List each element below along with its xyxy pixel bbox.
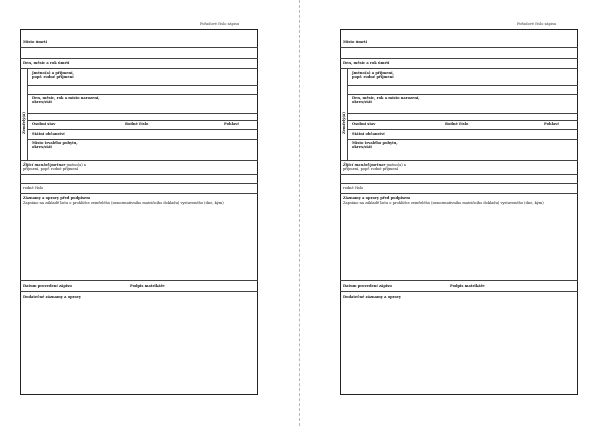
row-divider xyxy=(27,113,258,114)
residence-label-line2: okres/stát xyxy=(32,145,53,149)
residence-label: Místo trvalého pobytu, xyxy=(352,141,398,145)
row-divider xyxy=(347,94,578,95)
notes-text: Zapsáno na základě listu o prohlídce zemřelého (nenormativního matričního dokladu) vystaveného (dne, kým) xyxy=(343,201,544,205)
birth-date-place-label-line2: okres/stát xyxy=(32,100,53,104)
date-of-death-label: Den, měsíc a rok úmrtí xyxy=(343,61,390,65)
row-divider xyxy=(20,193,258,194)
page-divider xyxy=(299,0,300,426)
residence-label-line2: okres/stát xyxy=(352,145,373,149)
name-label: Jméno(a) a příjmení, xyxy=(352,71,394,75)
deceased-column-divider xyxy=(27,68,28,160)
sex-label: Pohlaví xyxy=(224,122,239,126)
row-divider xyxy=(20,291,258,292)
date-of-death-label: Den, měsíc a rok úmrtí xyxy=(23,61,70,65)
name-label-line2: popř. rodné příjmení xyxy=(352,75,394,79)
marital-status-label: Osobní stav xyxy=(32,122,56,126)
additional-notes-label: Dodatečné záznamy a opravy xyxy=(23,295,82,299)
row-divider xyxy=(20,58,258,59)
row-divider xyxy=(340,68,578,69)
birth-date-place-label-line2: okres/stát xyxy=(352,100,373,104)
spouse-label-line2: příjmení, popř. rodné příjmení xyxy=(343,167,398,171)
spouse-birth-number-label: rodné číslo xyxy=(23,186,44,190)
spouse-label-line2: příjmení, popř. rodné příjmení xyxy=(23,167,78,171)
spouse-label: Žijící manžel/partner jméno(a) a xyxy=(343,163,406,167)
citizenship-label: Státní občanství xyxy=(32,132,65,136)
spouse-label: Žijící manžel/partner jméno(a) a xyxy=(23,163,86,167)
row-divider xyxy=(20,183,258,184)
row-divider xyxy=(20,47,258,48)
registrar-signature-label: Podpis matrikáře xyxy=(450,284,485,288)
birth-date-place-label: Den, měsíc, rok a místo narození, xyxy=(352,96,420,100)
birth-number-label: Rodné číslo xyxy=(445,122,469,126)
row-divider xyxy=(340,183,578,184)
notes-title: Záznamy a opravy před podpisem xyxy=(23,196,91,200)
row-divider xyxy=(347,85,578,86)
deceased-vertical-label: Zemřelý(á) xyxy=(341,111,346,134)
deceased-column-divider xyxy=(347,68,348,160)
birth-number-label: Rodné číslo xyxy=(125,122,149,126)
spouse-birth-number-label: rodné číslo xyxy=(343,186,364,190)
row-divider xyxy=(347,129,578,130)
serial-number-label: Pořadové číslo zápisu xyxy=(517,22,557,26)
row-divider xyxy=(347,120,578,121)
row-divider xyxy=(340,174,578,175)
deceased-vertical-label: Zemřelý(á) xyxy=(21,111,26,134)
place-of-death-label: Místo úmrtí xyxy=(343,40,368,44)
entry-date-label: Datum provedení zápisu xyxy=(23,284,72,288)
row-divider xyxy=(20,280,258,281)
marital-status-label: Osobní stav xyxy=(352,122,376,126)
row-divider xyxy=(340,193,578,194)
row-divider xyxy=(340,291,578,292)
notes-text: Zapsáno na základě listu o prohlídce zemřelého (nenormativního matričního dokladu) vystaveného (dne, kým) xyxy=(23,201,224,205)
sex-label: Pohlaví xyxy=(544,122,559,126)
row-divider xyxy=(27,139,258,140)
row-divider xyxy=(20,160,258,161)
row-divider xyxy=(27,120,258,121)
additional-notes-label: Dodatečné záznamy a opravy xyxy=(343,295,402,299)
serial-number-label: Pořadové číslo zápisu xyxy=(200,22,240,26)
residence-label: Místo trvalého pobytu, xyxy=(32,141,78,145)
row-divider xyxy=(27,129,258,130)
entry-date-label: Datum provedení zápisu xyxy=(343,284,392,288)
row-divider xyxy=(347,139,578,140)
place-of-death-label: Místo úmrtí xyxy=(23,40,48,44)
row-divider xyxy=(340,160,578,161)
row-divider xyxy=(27,94,258,95)
form-frame xyxy=(340,29,578,395)
row-divider xyxy=(340,58,578,59)
form-frame xyxy=(20,29,258,395)
row-divider xyxy=(340,47,578,48)
name-label: Jméno(a) a příjmení, xyxy=(32,71,74,75)
row-divider xyxy=(20,68,258,69)
row-divider xyxy=(347,113,578,114)
row-divider xyxy=(20,174,258,175)
birth-date-place-label: Den, měsíc, rok a místo narození, xyxy=(32,96,100,100)
citizenship-label: Státní občanství xyxy=(352,132,385,136)
row-divider xyxy=(340,280,578,281)
registrar-signature-label: Podpis matrikáře xyxy=(130,284,165,288)
name-label-line2: popř. rodné příjmení xyxy=(32,75,74,79)
row-divider xyxy=(27,85,258,86)
notes-title: Záznamy a opravy před podpisem xyxy=(343,196,411,200)
